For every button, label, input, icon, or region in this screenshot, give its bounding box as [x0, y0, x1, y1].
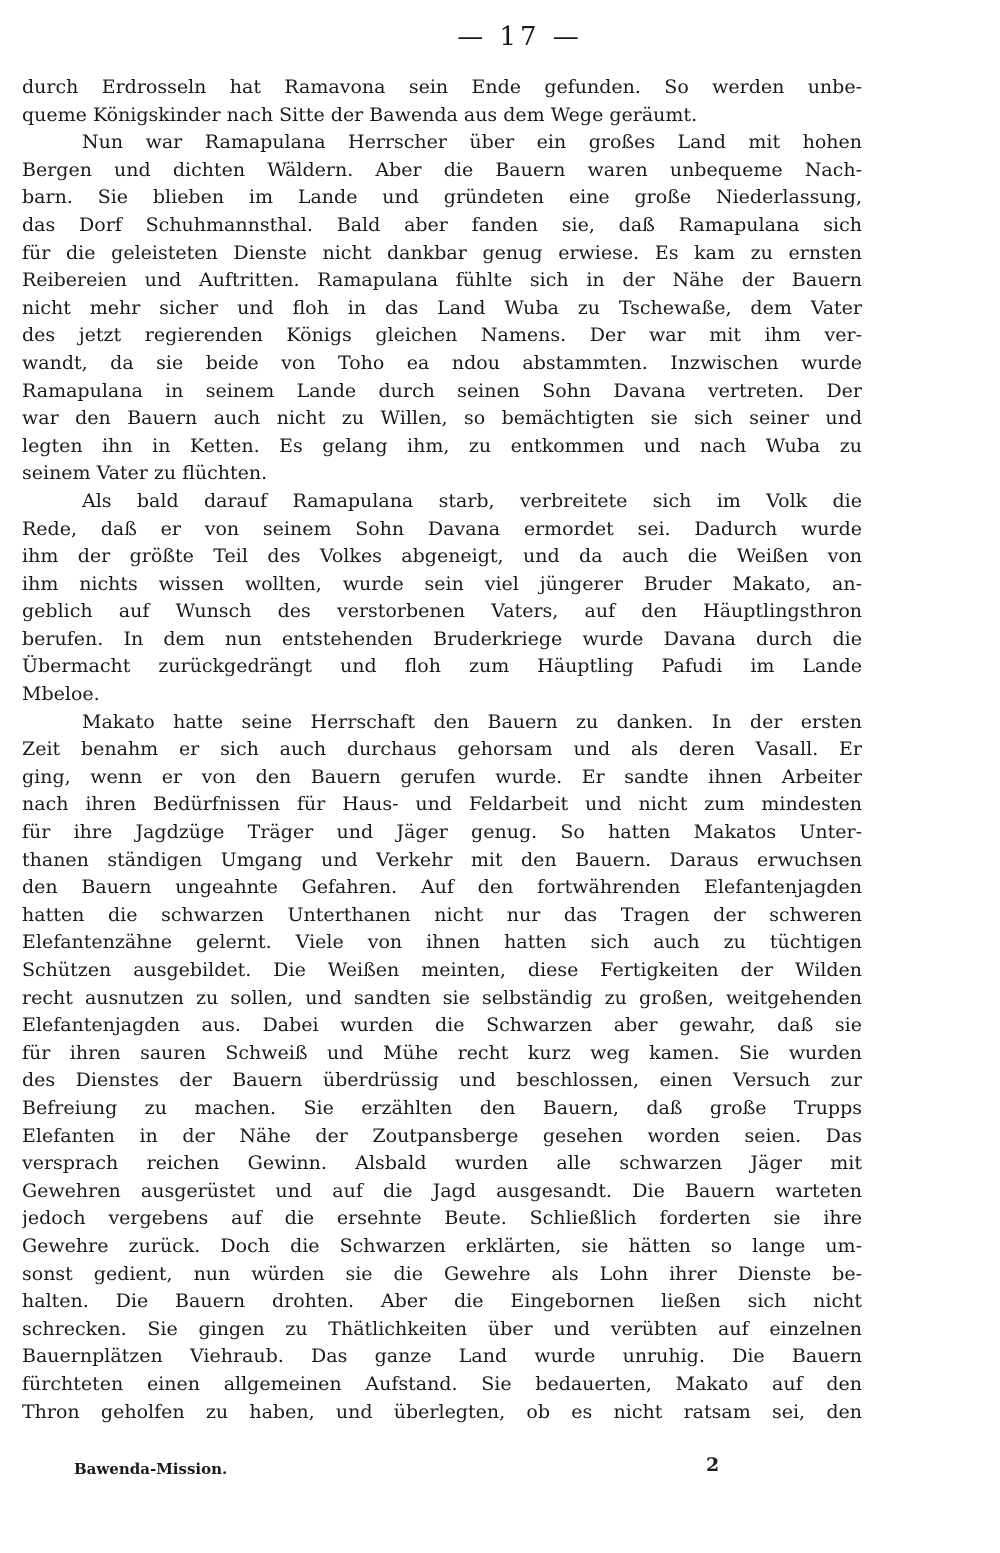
text-line: war den Bauern auch nicht zu Willen, so bemächtigten sie sich seiner und — [22, 407, 862, 430]
text-line: seinem Vater zu flüchten. — [22, 462, 268, 485]
text-line: halten. Die Bauern drohten. Aber die Eingebornen ließen sich nicht — [22, 1290, 862, 1313]
text-line: legten ihn in Ketten. Es gelang ihm, zu entkommen und nach Wuba zu — [22, 434, 862, 457]
text-line: Elefanten in der Nähe der Zoutpansberge gesehen worden seien. Das — [22, 1124, 862, 1147]
text-line: versprach reichen Gewinn. Alsbald wurden alle schwarzen Jäger mit — [22, 1152, 862, 1175]
text-line: geblich auf Wunsch des verstorbenen Vaters, auf den Häuptlingsthron — [22, 600, 862, 623]
text-line: ihm nichts wissen wollten, wurde sein viel jüngerer Bruder Makato, an- — [22, 572, 862, 595]
text-line: Bauernplätzen Viehraub. Das ganze Land wurde unruhig. Die Bauern — [22, 1345, 862, 1368]
text-line: Bergen und dichten Wäldern. Aber die Bauern waren unbequeme Nach- — [22, 158, 862, 181]
text-line: nicht mehr sicher und floh in das Land Wuba zu Tschewaße, dem Vater — [22, 296, 862, 319]
text-line: Rede, daß er von seinem Sohn Davana ermordet sei. Dadurch wurde — [22, 517, 862, 540]
text-line: Als bald darauf Ramapulana starb, verbreitete sich im Volk die — [82, 489, 862, 512]
text-line: recht ausnutzen zu sollen, und sandten sie selbständig zu großen, weitgehenden — [22, 986, 862, 1009]
text-line: Gewehren ausgerüstet und auf die Jagd ausgesandt. Die Bauern warteten — [22, 1179, 862, 1202]
text-line: für die geleisteten Dienste nicht dankbar genug erwiese. Es kam zu ernsten — [22, 241, 862, 264]
text-line: durch Erdrosseln hat Ramavona sein Ende gefunden. So werden unbe- — [22, 76, 862, 98]
text-line: Reibereien und Auftritten. Ramapulana fühlte sich in der Nähe der Bauern — [22, 269, 862, 292]
text-line: Zeit benahm er sich auch durchaus gehorsam und als deren Vasall. Er — [22, 738, 862, 761]
signature-mark: 2 — [706, 1454, 720, 1476]
text-line: Gewehre zurück. Doch die Schwarzen erklärten, sie hätten so lange um- — [22, 1234, 862, 1257]
text-line: wandt, da sie beide von Toho ea ndou abstammten. Inzwischen wurde — [22, 351, 862, 374]
text-line: fürchteten einen allgemeinen Aufstand. Sie bedauerten, Makato auf den — [22, 1372, 862, 1395]
text-line: thanen ständigen Umgang und Verkehr mit den Bauern. Daraus erwuchsen — [22, 848, 862, 871]
text-line: Mbeloe. — [22, 683, 100, 706]
text-line: queme Königskinder nach Sitte der Bawenda aus dem Wege geräumt. — [22, 103, 698, 126]
text-line: Übermacht zurückgedrängt und floh zum Häuptling Pafudi im Lande — [22, 655, 862, 678]
text-line: Elefantenzähne gelernt. Viele von ihnen hatten sich auch zu tüchtigen — [22, 931, 862, 954]
text-line: hatten die schwarzen Unterthanen nicht nur das Tragen der schweren — [22, 903, 862, 926]
text-line: jedoch vergebens auf die ersehnte Beute. Schließlich forderten sie ihre — [22, 1207, 862, 1230]
text-line: für ihren sauren Schweiß und Mühe recht kurz weg kamen. Sie wurden — [22, 1041, 862, 1064]
text-line: Schützen ausgebildet. Die Weißen meinten, diese Fertigkeiten der Wilden — [22, 959, 862, 981]
text-line: schrecken. Sie gingen zu Thätlichkeiten über und verübten auf einzelnen — [22, 1317, 862, 1340]
text-line: Elefantenjagden aus. Dabei wurden die Schwarzen aber gewahr, daß sie — [22, 1014, 862, 1037]
text-line: Nun war Ramapulana Herrscher über ein großes Land mit hohen — [82, 131, 862, 154]
text-line: ging, wenn er von den Bauern gerufen wurde. Er sandte ihnen Arbeiter — [22, 765, 862, 788]
text-line: den Bauern ungeahnte Gefahren. Auf den fortwährenden Elefantenjagden — [22, 876, 862, 899]
text-line: Ramapulana in seinem Lande durch seinen Sohn Davana vertreten. Der — [22, 379, 862, 402]
text-line: für ihre Jagdzüge Träger und Jäger genug. So hatten Makatos Unter- — [22, 821, 862, 844]
text-line: berufen. In dem nun entstehenden Bruderkriege wurde Davana durch die — [22, 627, 862, 650]
text-line: sonst gedient, nun würden sie die Gewehre als Lohn ihrer Dienste be- — [22, 1262, 862, 1285]
text-line: Befreiung zu machen. Sie erzählten den Bauern, daß große Trupps — [22, 1096, 862, 1119]
text-line: nach ihren Bedürfnissen für Haus- und Feldarbeit und nicht zum mindesten — [22, 793, 862, 816]
text-line: Makato hatte seine Herrschaft den Bauern zu danken. In der ersten — [82, 710, 862, 733]
text-line: des jetzt regierenden Königs gleichen Namens. Der war mit ihm ver- — [22, 324, 862, 347]
text-line: ihm der größte Teil des Volkes abgeneigt, und da auch die Weißen von — [22, 545, 862, 568]
page-number: — 17 — — [457, 22, 583, 52]
printer-signature: Bawenda-Mission. — [74, 1460, 228, 1478]
text-line: barn. Sie blieben im Lande und gründeten eine große Niederlassung, — [22, 186, 862, 209]
text-line: Thron geholfen zu haben, und überlegten, ob es nicht ratsam sei, den — [22, 1400, 862, 1423]
body-text — [22, 74, 862, 1426]
text-line: des Dienstes der Bauern überdrüssig und beschlossen, einen Versuch zur — [22, 1069, 862, 1092]
text-line: das Dorf Schuhmannsthal. Bald aber fanden sie, daß Ramapulana sich — [22, 213, 862, 236]
